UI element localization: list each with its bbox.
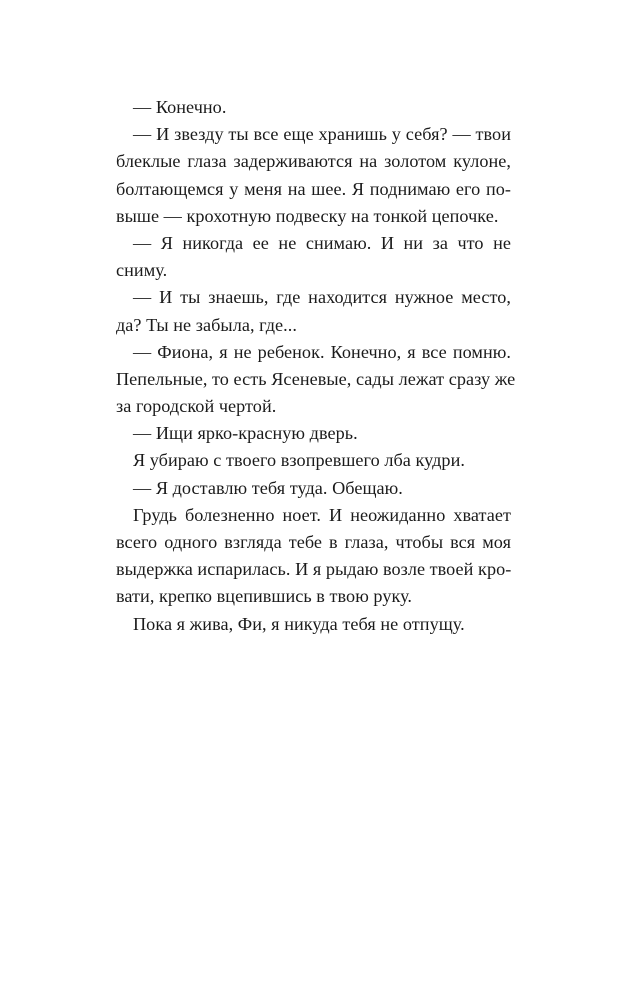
- body-text: [116, 94, 516, 638]
- text-line: — Конечно.: [133, 97, 227, 117]
- text-line: блеклые глаза задерживаются на золотом кулоне,: [116, 151, 511, 172]
- text-line: — Фиона, я не ребенок. Конечно, я все помню.: [133, 341, 511, 362]
- text-line: — И ты знаешь, где находится нужное место,: [133, 287, 511, 308]
- text-line: да? Ты не забыла, где...: [116, 314, 297, 335]
- text-line: — Я никогда ее не снимаю. И ни за что не: [133, 232, 511, 253]
- text-line: выше — крохотную подвеску на тонкой цепочке.: [116, 205, 499, 226]
- text-line: — Я доставлю тебя туда. Обещаю.: [133, 477, 403, 498]
- text-line: вати, крепко вцепившись в твою руку.: [116, 586, 413, 607]
- text-line: Пока я жива, Фи, я никуда тебя не отпущу.: [133, 613, 465, 634]
- text-line: выдержка испарилась. И я рыдаю возле твоей кро-: [116, 559, 512, 580]
- text-line: Грудь болезненно ноет. И неожиданно хватает: [133, 504, 511, 525]
- text-line: за городской чертой.: [116, 396, 277, 417]
- text-line: — Ищи ярко-красную дверь.: [133, 423, 358, 444]
- text-line: — И звезду ты все еще хранишь у себя? — твои: [133, 124, 511, 145]
- text-line: Я убираю с твоего взопревшего лба кудри.: [133, 450, 465, 471]
- text-line: всего одного взгляда тебе в глаза, чтобы вся моя: [116, 532, 511, 552]
- text-line: болтающемся у меня на шее. Я поднимаю его по-: [116, 178, 511, 199]
- text-line: сниму.: [116, 260, 168, 281]
- text-line: Пепельные, то есть Ясеневые, сады лежат сразу же: [116, 368, 516, 389]
